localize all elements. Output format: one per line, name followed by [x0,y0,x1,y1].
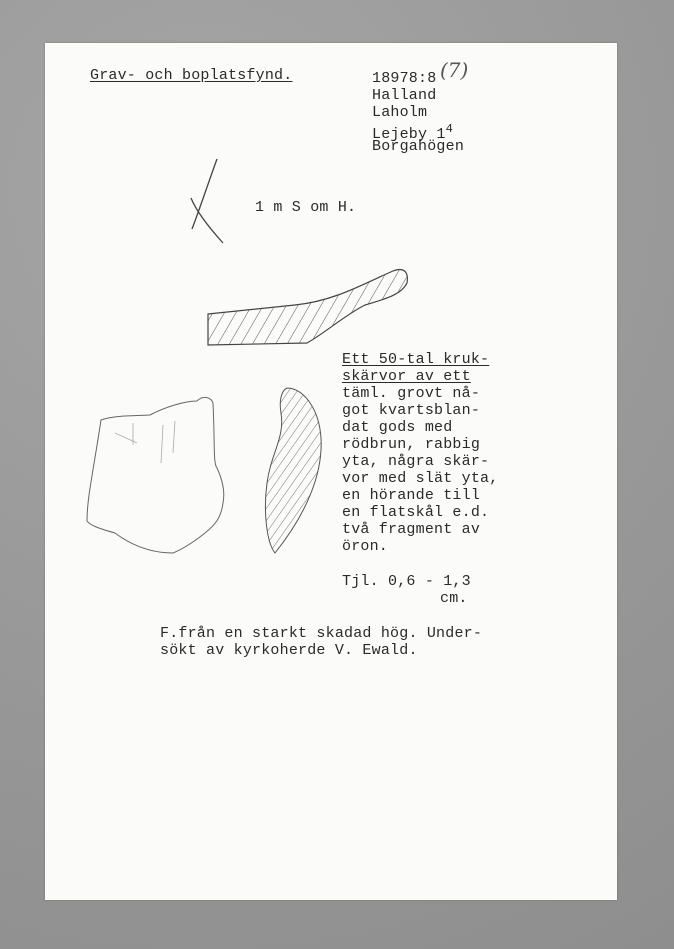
sherd-outline-drawing [87,397,224,553]
description-line: en flatskål e.d. [342,504,490,521]
description-line: en hörande till [342,487,481,504]
thickness-unit: cm. [440,590,468,607]
description-line: vor med slät yta, [342,470,499,487]
sherd-texture-lines [115,421,175,463]
province: Halland [372,87,437,104]
description-line: täml. grovt nå- [342,385,481,402]
sherd-section-drawing [265,388,321,553]
catalog-number: 18978:8 [372,70,437,87]
sherd-profile-drawing [208,270,407,346]
card-title: Grav- och boplatsfynd. [90,67,293,84]
location-note: 1 m S om H. [255,199,357,216]
catalog-card [45,43,617,900]
cross-mark-icon [191,159,223,243]
description-line: dat gods med [342,419,453,436]
description-line: Ett 50-tal kruk- [342,351,490,368]
parish: Laholm [372,104,428,121]
description-line [342,368,471,385]
site-label: Lejeby 1 [372,126,446,143]
thickness-measure: Tjl. 0,6 - 1,3 [342,573,471,590]
description-line: två fragment av [342,521,481,538]
drawings-layer [45,43,617,900]
site-superscript: 4 [445,122,454,136]
description-line: got kvartsblan- [342,402,481,419]
description-line: yta, några skär- [342,453,490,470]
description-line: öron. [342,538,389,555]
handwritten-note: (7) [440,58,469,82]
site-place: Borgahögen [372,138,465,155]
description-line-underlined: skärvor av ett [342,368,471,385]
note-line: sökt av kyrkoherde V. Ewald. [160,642,418,659]
note-line: F.från en starkt skadad hög. Under- [160,625,483,642]
description-line: rödbrun, rabbig [342,436,481,453]
